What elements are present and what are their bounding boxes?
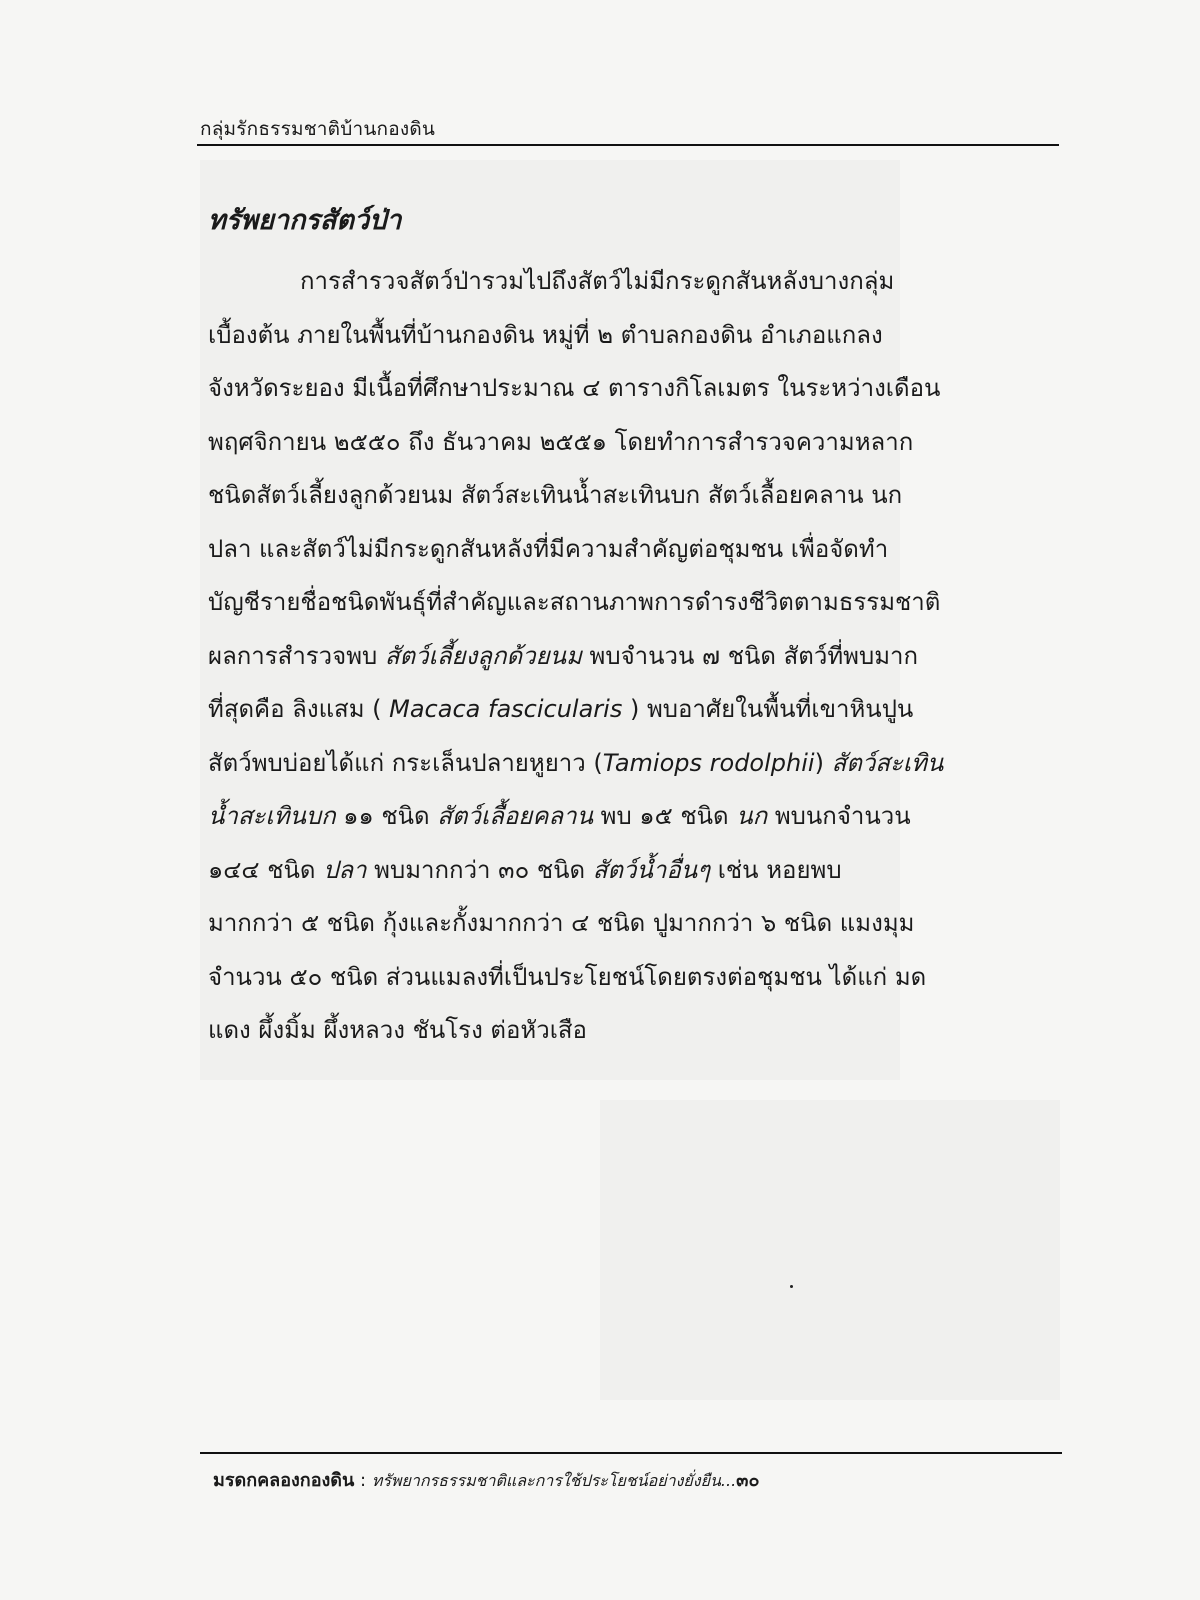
- footer-separator: :: [354, 1470, 372, 1491]
- text-run: มากกว่า ๕ ชนิด กุ้งและกั้งมากกว่า ๔ ชนิด ปูมากกว่า ๖ ชนิด แมงมุม: [208, 909, 915, 937]
- paragraph-line: [208, 523, 1058, 577]
- text-run: พบนกจำนวน: [767, 802, 911, 830]
- text-run: สัตว์พบบ่อยได้แก่ กระเล็นปลายหูยาว (: [208, 748, 603, 777]
- running-header: กลุ่มรักธรรมชาติบ้านกองดิน: [200, 118, 436, 140]
- paragraph-line: [208, 416, 1058, 470]
- paragraph-line: [208, 737, 1058, 791]
- paragraph-line: [208, 897, 1058, 951]
- text-run: ผลการสำรวจพบ: [208, 641, 385, 670]
- section-heading: ทรัพยากรสัตว์ป่า: [208, 205, 402, 236]
- text-run: แดง ผึ้งมิ้ม ผึ้งหลวง ชันโรง ต่อหัวเสือ: [208, 1016, 587, 1044]
- footer-subtitle: ทรัพยากรธรรมชาติและการใช้ประโยชน์อย่างยั่งยืน...: [371, 1471, 737, 1490]
- text-run: ): [814, 748, 832, 777]
- italic-term: สัตว์เลี้ยงลูกด้วยนม: [384, 641, 582, 670]
- paragraph-line: [208, 790, 1058, 844]
- italic-term: สัตว์เลื้อยคลาน: [437, 802, 594, 830]
- paragraph-line: [208, 255, 1058, 309]
- text-run: ๑๔๔ ชนิด: [208, 855, 324, 884]
- italic-term: Macaca fascicularis: [389, 695, 623, 723]
- text-run: บัญชีรายชื่อชนิดพันธุ์ที่สำคัญและสถานภาพการดำรงชีวิตตามธรรมชาติ: [208, 588, 941, 616]
- paragraph-line: [208, 1004, 1058, 1058]
- footer-book-title: มรดกคลองกองดิน: [213, 1470, 355, 1491]
- paragraph-line: [208, 683, 1058, 737]
- paragraph-line: [208, 630, 1058, 684]
- text-run: พบจำนวน ๗ ชนิด สัตว์ที่พบมาก: [581, 641, 919, 670]
- paragraph-line: [208, 844, 1058, 898]
- paragraph-line: [208, 469, 1058, 523]
- scan-speck: [790, 1285, 793, 1288]
- text-run: พบ ๑๕ ชนิด: [593, 802, 737, 830]
- text-run: การสำรวจสัตว์ป่ารวมไปถึงสัตว์ไม่มีกระดูกสันหลังบางกลุ่ม: [300, 267, 895, 295]
- italic-term: นก: [736, 802, 768, 830]
- text-run: จำนวน ๕๐ ชนิด ส่วนแมลงที่เป็นประโยชน์โดยตรงต่อชุมชน ได้แก่ มด: [208, 962, 927, 991]
- text-run: พฤศจิกายน ๒๕๕๐ ถึง ธันวาคม ๒๕๕๑ โดยทำการสำรวจความหลาก: [208, 427, 914, 456]
- text-run: ชนิดสัตว์เลี้ยงลูกด้วยนม สัตว์สะเทินน้ำสะเทินบก สัตว์เลื้อยคลาน นก: [208, 481, 903, 509]
- text-run: ) พบอาศัยในพื้นที่เขาหินปูน: [622, 695, 914, 723]
- scan-shade: [600, 1100, 1060, 1400]
- text-run: เช่น หอยพบ: [710, 855, 842, 884]
- header-rule: [197, 144, 1059, 146]
- italic-term: น้ำสะเทินบก: [208, 802, 336, 830]
- running-footer: [213, 1465, 759, 1494]
- body-paragraph: [208, 255, 1058, 1058]
- page-number: ๓๐: [736, 1470, 760, 1491]
- paragraph-line: [208, 309, 1058, 363]
- footer-rule: [200, 1452, 1062, 1454]
- text-run: ๑๑ ชนิด: [335, 802, 438, 830]
- text-run: เบื้องต้น ภายในพื้นที่บ้านกองดิน หมู่ที่ ๒ ตำบลกองดิน อำเภอแกลง: [208, 320, 883, 349]
- italic-term: ปลา: [323, 855, 367, 884]
- text-run: จังหวัดระยอง มีเนื้อที่ศึกษาประมาณ ๔ ตารางกิโลเมตร ในระหว่างเดือน: [208, 374, 941, 402]
- italic-term: Tamiops rodolphii: [602, 748, 815, 777]
- paragraph-line: [208, 576, 1058, 630]
- text-run: ที่สุดคือ ลิงแสม (: [208, 695, 390, 723]
- italic-term: สัตว์น้ำอื่นๆ: [592, 855, 711, 884]
- text-run: พบมากกว่า ๓๐ ชนิด: [366, 855, 593, 884]
- italic-term: สัตว์สะเทิน: [831, 748, 944, 777]
- paragraph-line: [208, 951, 1058, 1005]
- text-run: ปลา และสัตว์ไม่มีกระดูกสันหลังที่มีความสำคัญต่อชุมชน เพื่อจัดทำ: [208, 534, 889, 563]
- paragraph-line: [208, 362, 1058, 416]
